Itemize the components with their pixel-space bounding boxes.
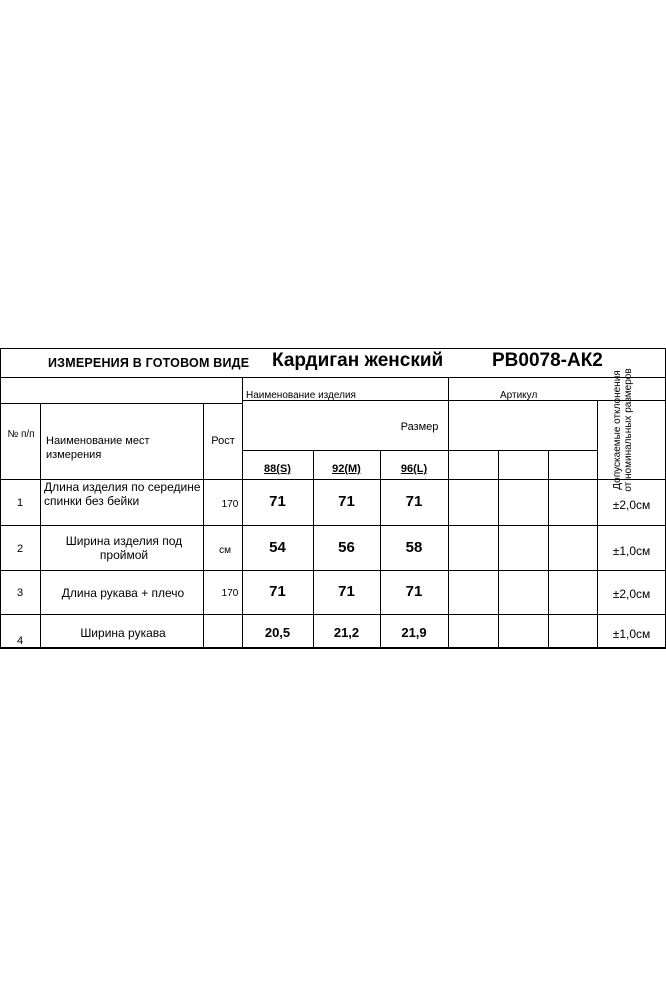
row-value: 71 xyxy=(338,493,355,510)
grid-line xyxy=(0,403,242,404)
row-number: 3 xyxy=(16,587,24,599)
product-title: Кардиган женский xyxy=(272,350,444,371)
row-value: 54 xyxy=(269,539,286,556)
row-value: 21,2 xyxy=(333,625,360,640)
row-tolerance: ±2,0см xyxy=(612,498,651,512)
grid-line xyxy=(0,348,666,349)
grid-line xyxy=(548,450,549,649)
title-row xyxy=(0,348,666,378)
size-label: 96(L) xyxy=(400,463,428,475)
row-tolerance: ±2,0см xyxy=(612,587,651,601)
row-name: Ширина рукава xyxy=(80,626,166,640)
row-number: 1 xyxy=(16,497,24,509)
grid-line xyxy=(597,400,598,649)
grid-line xyxy=(0,614,666,615)
row-name: Длина изделия по середине спинки без бейки xyxy=(44,480,201,508)
row-value: 71 xyxy=(269,583,286,600)
row-name: Ширина изделия под проймой xyxy=(65,534,183,562)
measurements-label: ИЗМЕРЕНИЯ В ГОТОВОМ ВИДЕ xyxy=(48,356,250,370)
grid-line xyxy=(0,570,666,571)
row-name: Длина рукава + плечо xyxy=(61,586,185,600)
row-tolerance: ±1,0см xyxy=(612,544,651,558)
grid-line xyxy=(0,377,666,378)
size-label: 92(M) xyxy=(332,463,361,475)
row-number: 4 xyxy=(16,635,24,647)
size-header: Размер xyxy=(400,421,439,433)
number-header: № п/п xyxy=(7,429,35,440)
row-tolerance: ±1,0см xyxy=(612,627,651,641)
row-value: 56 xyxy=(338,539,355,556)
row-value: 71 xyxy=(405,493,423,510)
row-value: 71 xyxy=(338,583,355,600)
row-value: 21,9 xyxy=(401,625,427,640)
product-name-label: Наименование изделия xyxy=(246,390,356,401)
row-height: 170 xyxy=(221,588,239,599)
article-title: РВ0078-АК2 xyxy=(492,350,603,371)
grid-line xyxy=(242,450,597,451)
grid-line xyxy=(498,450,499,649)
row-value: 71 xyxy=(405,583,423,600)
grid-line xyxy=(0,647,666,649)
row-value: 71 xyxy=(269,493,286,510)
tolerance-header: Допускаемые отклонения от номинальных размеров xyxy=(612,368,634,492)
row-value: 20,5 xyxy=(264,625,291,640)
grid-line xyxy=(448,377,449,649)
row-height: 170 xyxy=(221,499,239,510)
place-header: Наименование мест измерения xyxy=(46,435,150,461)
height-header: Рост xyxy=(211,435,235,447)
grid-line xyxy=(0,525,666,526)
row-height: см xyxy=(219,545,231,556)
row-number: 2 xyxy=(16,543,24,555)
grid-line xyxy=(40,403,41,649)
row-value: 58 xyxy=(405,539,423,556)
grid-line xyxy=(242,377,243,649)
article-label: Артикул xyxy=(500,390,538,401)
size-label: 88(S) xyxy=(264,463,291,475)
measurement-table xyxy=(0,348,666,650)
